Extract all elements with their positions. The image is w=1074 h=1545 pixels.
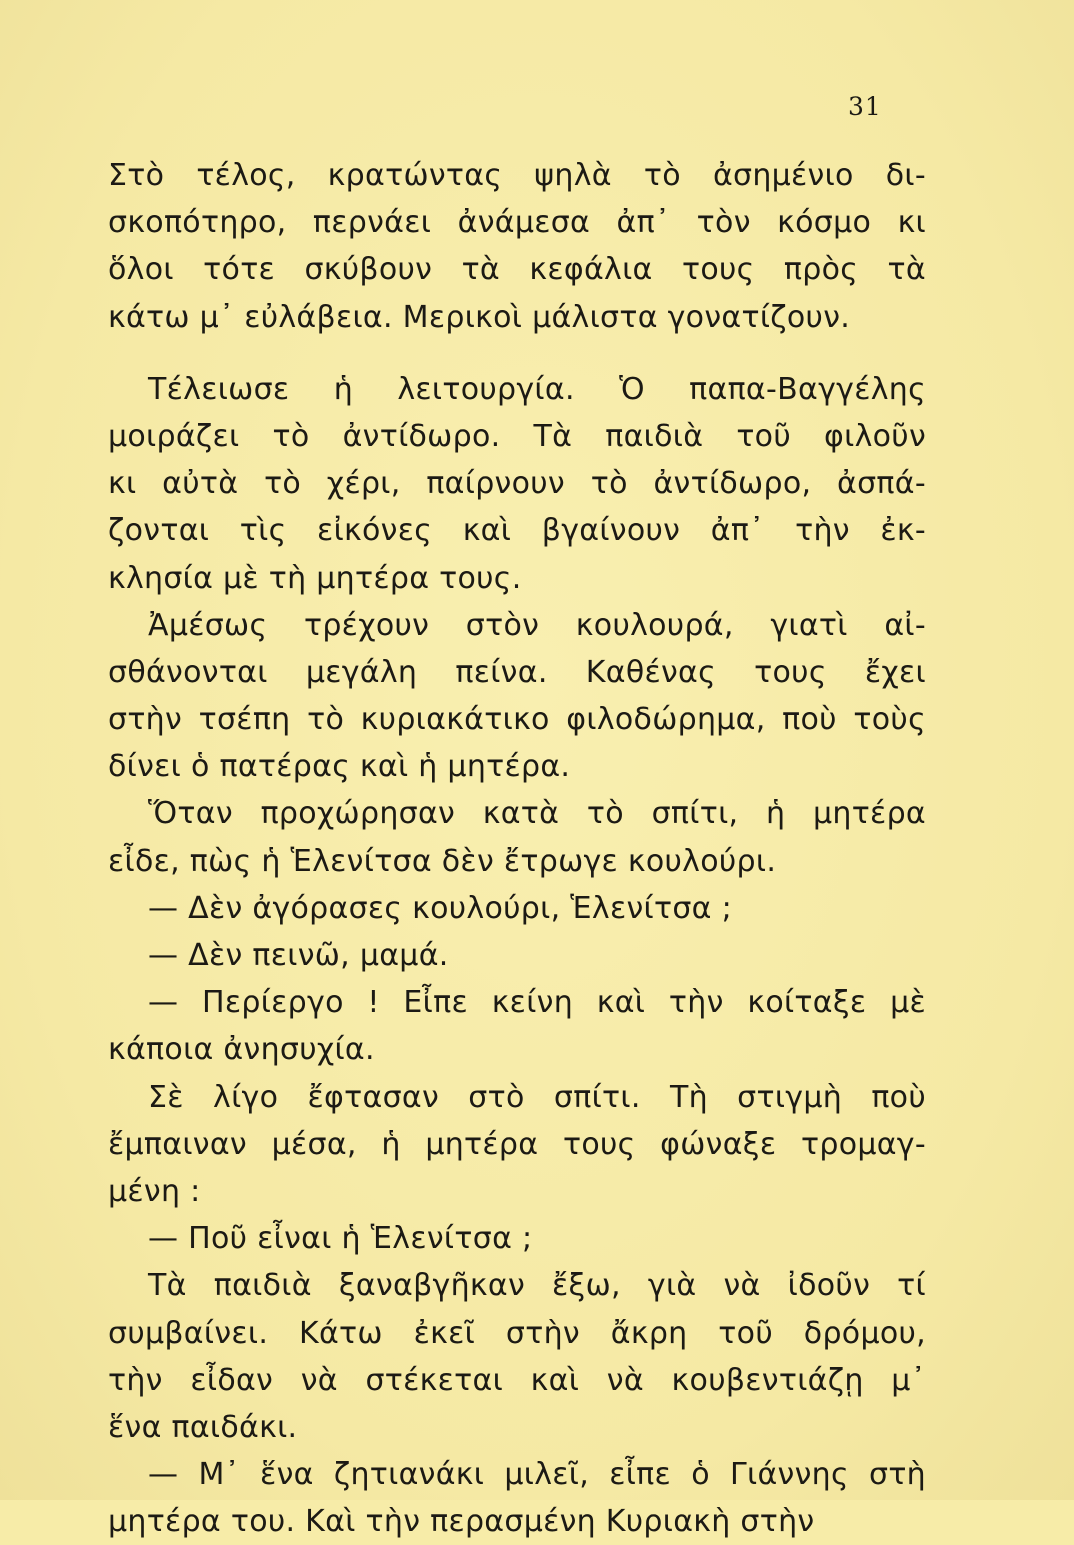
text-line: ἕνα παιδάκι.	[108, 1409, 298, 1445]
paragraph	[108, 1262, 926, 1451]
text-line: σθάνονται μεγάλη πείνα. Καθένας τους ἔχει	[108, 654, 926, 690]
text-line: Σὲ λίγο ἔφτασαν στὸ σπίτι. Τὴ στιγμὴ ποὺ	[148, 1079, 926, 1115]
text-line: Ἀμέσως τρέχουν στὸν κουλουρά, γιατὶ αἰ-	[148, 607, 926, 643]
text-line: κι αὐτὰ τὸ χέρι, παίρνουν τὸ ἀντίδωρο, ἀσπά-	[108, 466, 926, 502]
paragraph	[108, 1451, 926, 1545]
paragraph	[108, 979, 926, 1073]
text-line: μένη :	[108, 1173, 201, 1209]
page-number: 31	[848, 92, 882, 121]
text-line: μοιράζει τὸ ἀντίδωρο. Τὰ παιδιὰ τοῦ φιλοῦν	[108, 418, 926, 454]
text-line: μητέρα του. Καὶ τὴν περασμένη Κυριακὴ στὴν	[108, 1504, 815, 1540]
paragraph	[108, 602, 926, 791]
text-line: ἔμπαιναν μέσα, ἡ μητέρα τους φώναξε τρομαγ-	[108, 1126, 926, 1162]
text-line: συμβαίνει. Κάτω ἐκεῖ στὴν ἄκρη τοῦ δρόμου,	[108, 1315, 926, 1351]
text-line: τὴν εἶδαν νὰ στέκεται καὶ νὰ κουβεντιάζῃ μ᾽	[108, 1362, 926, 1398]
paragraph-gap	[108, 341, 926, 366]
paragraph	[108, 1074, 926, 1216]
text-line: Τέλειωσε ἡ λειτουργία. Ὁ παπα-Βαγγέλης	[148, 371, 926, 407]
text-line: ὅλοι τότε σκύβουν τὰ κεφάλια τους πρὸς τὰ	[108, 252, 926, 288]
text-line: σκοπότηρο, περνάει ἀνάμεσα ἀπ᾽ τὸν κόσμο κι	[108, 205, 926, 241]
body-text	[108, 152, 926, 1545]
text-line: στὴν τσέπη τὸ κυριακάτικο φιλοδώρημα, ποὺ τοὺς	[108, 702, 926, 738]
text-line: εἶδε, πὼς ἡ Ἑλενίτσα δὲν ἔτρωγε κουλούρι.	[108, 843, 777, 879]
text-line: — Μ᾽ ἕνα ζητιανάκι μιλεῖ, εἶπε ὁ Γιάννης στὴ	[148, 1457, 926, 1493]
text-line: — Δὲν ἀγόρασες κουλούρι, Ἑλενίτσα ;	[148, 890, 732, 926]
text-line: Τὰ παιδιὰ ξαναβγῆκαν ἔξω, γιὰ νὰ ἰδοῦν τί	[148, 1268, 926, 1304]
text-line: δίνει ὁ πατέρας καὶ ἡ μητέρα.	[108, 749, 571, 785]
paragraph	[108, 932, 926, 979]
paragraph	[108, 790, 926, 884]
paragraph	[108, 885, 926, 932]
text-line: κάτω μ᾽ εὐλάβεια. Μερικοὶ μάλιστα γονατίζουν.	[108, 299, 851, 335]
text-line: — Δὲν πεινῶ, μαμά.	[148, 938, 449, 973]
text-line: κάποια ἀνησυχία.	[108, 1032, 375, 1068]
text-line: Στὸ τέλος, κρατώντας ψηλὰ τὸ ἀσημένιο δι-	[108, 158, 926, 193]
paragraph	[108, 152, 926, 341]
text-line: ζονται τὶς εἰκόνες καὶ βγαίνουν ἀπ᾽ τὴν ἐκ-	[108, 513, 926, 549]
text-line: Ὅταν προχώρησαν κατὰ τὸ σπίτι, ἡ μητέρα	[148, 796, 926, 832]
text-line: — Ποῦ εἶναι ἡ Ἑλενίτσα ;	[148, 1221, 533, 1257]
text-line: κλησία μὲ τὴ μητέρα τους.	[108, 560, 522, 596]
text-line: — Περίεργο ! Εἶπε κείνη καὶ τὴν κοίταξε μὲ	[148, 985, 926, 1021]
paragraph	[108, 1215, 926, 1262]
paragraph	[108, 366, 926, 602]
